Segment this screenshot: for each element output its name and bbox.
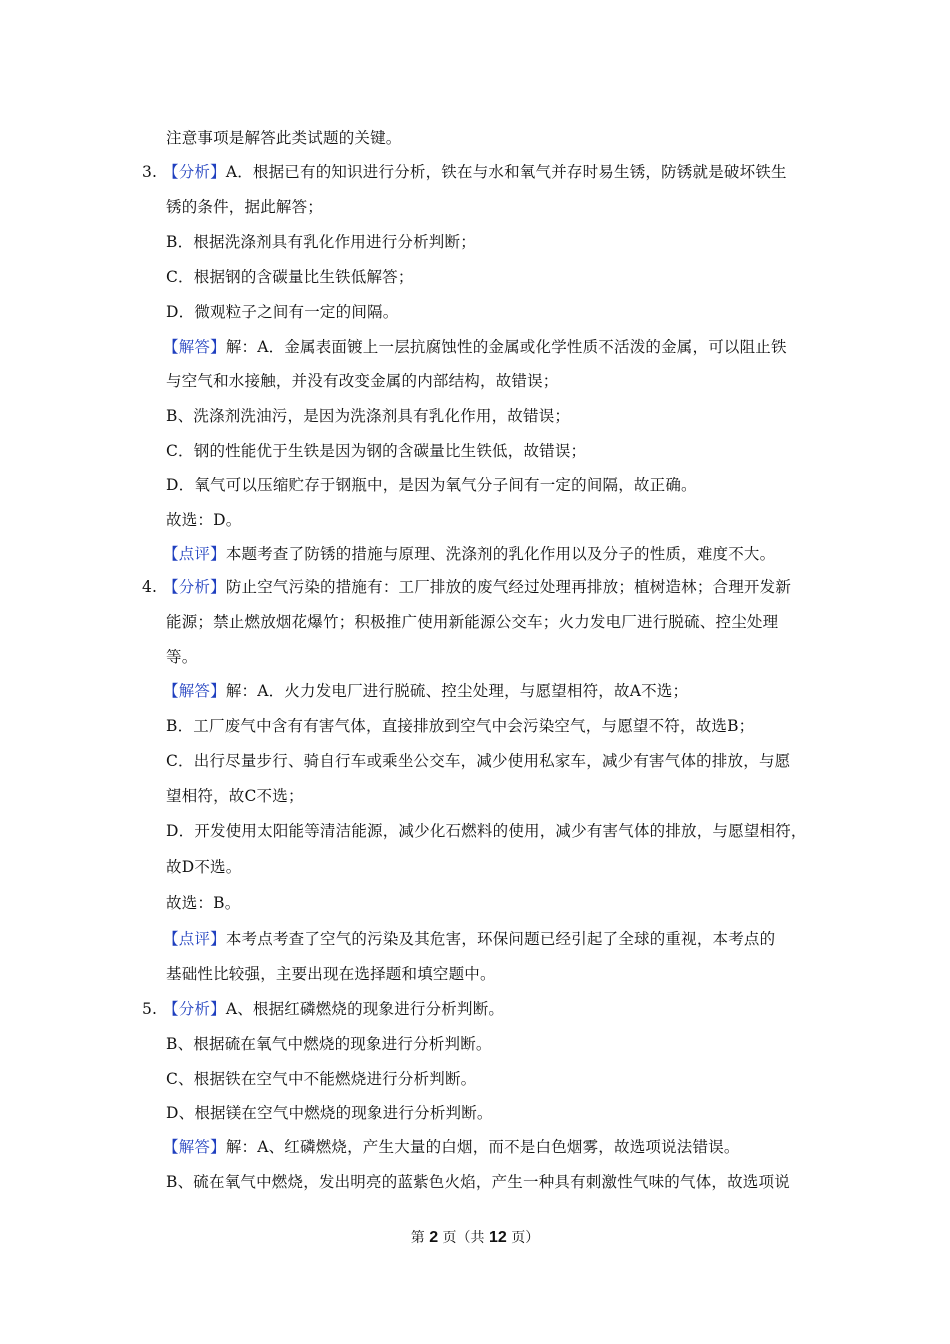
page-number: 2 bbox=[429, 1229, 439, 1246]
text-line bbox=[166, 474, 697, 496]
text-line bbox=[166, 820, 807, 842]
footer-suffix: 页） bbox=[506, 1230, 540, 1246]
line-text: B、根据硫在氧气中燃烧的现象进行分析判断。 bbox=[166, 1035, 492, 1053]
text-line bbox=[166, 1102, 493, 1124]
text-line bbox=[166, 301, 398, 323]
line-text: A．根据已有的知识进行分析，铁在与水和氧气并存时易生锈，防锈就是破坏铁生 bbox=[225, 163, 787, 181]
line-text: D．开发使用太阳能等清洁能源，减少化石燃料的使用，减少有害气体的排放，与愿望相符， bbox=[166, 822, 807, 840]
question-number: 4. bbox=[142, 578, 158, 596]
section-tag: 【解答】 bbox=[163, 1138, 226, 1156]
line-text: 基础性比较强，主要出现在选择题和填空题中。 bbox=[166, 965, 496, 983]
section-tag: 【点评】 bbox=[163, 930, 226, 948]
section-tag: 【分析】 bbox=[163, 163, 226, 181]
section-tag: 【分析】 bbox=[163, 578, 226, 596]
text-line bbox=[166, 750, 790, 772]
text-line bbox=[163, 998, 504, 1020]
line-text: 与空气和水接触，并没有改变金属的内部结构，故错误； bbox=[166, 372, 559, 390]
text-line bbox=[166, 892, 240, 914]
line-text: 故选：D。 bbox=[166, 511, 242, 529]
line-text: C、根据铁在空气中不能燃烧进行分析判断。 bbox=[166, 1070, 477, 1088]
line-text: 能源；禁止燃放烟花爆竹；积极推广使用新能源公交车；火力发电厂进行脱硫、控尘处理 bbox=[166, 613, 779, 631]
line-text: D．微观粒子之间有一定的间隔。 bbox=[166, 303, 399, 321]
question-number: 3. bbox=[142, 163, 158, 181]
text-line bbox=[163, 336, 787, 358]
line-text: B、硫在氧气中燃烧，发出明亮的蓝紫色火焰，产生一种具有刺激性气味的气体，故选项说 bbox=[166, 1173, 790, 1191]
text-line bbox=[166, 1171, 790, 1193]
line-text: 防止空气污染的措施有：工厂排放的废气经过处理再排放；植树造林；合理开发新 bbox=[225, 578, 792, 596]
line-text: B、洗涤剂洗油污，是因为洗涤剂具有乳化作用，故错误； bbox=[166, 407, 571, 425]
text-line bbox=[166, 127, 402, 149]
line-text: 故D不选。 bbox=[166, 858, 242, 876]
text-line bbox=[166, 1068, 476, 1090]
line-text: 故选：B。 bbox=[166, 894, 241, 912]
line-text: 等。 bbox=[166, 648, 198, 666]
text-line bbox=[163, 576, 791, 598]
line-text: 望相符，故C不选； bbox=[166, 787, 304, 805]
line-text: 解：A、红磷燃烧，产生大量的白烟，而不是白色烟雾，故选项说法错误。 bbox=[225, 1138, 740, 1156]
section-tag: 【点评】 bbox=[163, 545, 226, 563]
line-text: 本题考查了防锈的措施与原理、洗涤剂的乳化作用以及分子的性质，难度不大。 bbox=[225, 545, 776, 563]
text-line bbox=[166, 856, 241, 878]
line-text: C．钢的性能优于生铁是因为钢的含碳量比生铁低，故错误； bbox=[166, 442, 587, 460]
text-line bbox=[163, 928, 775, 950]
line-text: A、根据红磷燃烧的现象进行分析判断。 bbox=[225, 1000, 505, 1018]
footer-prefix: 第 bbox=[410, 1230, 430, 1246]
text-line bbox=[166, 370, 559, 392]
line-text: B．工厂废气中含有有害气体，直接排放到空气中会污染空气，与愿望不符，故选B； bbox=[166, 717, 755, 735]
text-line bbox=[163, 543, 775, 565]
text-line bbox=[163, 1136, 740, 1158]
text-line bbox=[166, 231, 476, 253]
page-footer bbox=[0, 1228, 950, 1248]
line-text: 锈的条件，据此解答； bbox=[166, 198, 324, 216]
line-text: C．根据钢的含碳量比生铁低解答； bbox=[166, 268, 414, 286]
text-line bbox=[166, 196, 323, 218]
line-text: D、根据镁在空气中燃烧的现象进行分析判断。 bbox=[166, 1104, 493, 1122]
text-line bbox=[166, 646, 197, 668]
text-line bbox=[163, 161, 787, 183]
section-tag: 【解答】 bbox=[163, 682, 226, 700]
section-tag: 【分析】 bbox=[163, 1000, 226, 1018]
line-text: C．出行尽量步行、骑自行车或乘坐公交车，减少使用私家车，减少有害气体的排放，与愿 bbox=[166, 752, 791, 770]
text-line bbox=[166, 266, 414, 288]
line-text: 解：A．金属表面镀上一层抗腐蚀性的金属或化学性质不活泼的金属，可以阻止铁 bbox=[225, 338, 787, 356]
line-text: D．氧气可以压缩贮存于钢瓶中，是因为氧气分子间有一定的间隔，故正确。 bbox=[166, 476, 697, 494]
text-line bbox=[163, 680, 688, 702]
text-line bbox=[166, 963, 496, 985]
line-text: 解：A．火力发电厂进行脱硫、控尘处理，与愿望相符，故A不选； bbox=[225, 682, 689, 700]
footer-middle: 页（共 bbox=[438, 1230, 489, 1246]
text-line bbox=[166, 509, 241, 531]
line-text: B．根据洗涤剂具有乳化作用进行分析判断； bbox=[166, 233, 476, 251]
text-line bbox=[166, 440, 586, 462]
line-text: 注意事项是解答此类试题的关键。 bbox=[166, 129, 402, 147]
text-line bbox=[166, 785, 304, 807]
text-line bbox=[166, 611, 778, 633]
text-line bbox=[166, 405, 570, 427]
total-pages: 12 bbox=[489, 1229, 507, 1246]
question-number: 5. bbox=[142, 1000, 158, 1018]
section-tag: 【解答】 bbox=[163, 338, 226, 356]
text-line bbox=[166, 1033, 492, 1055]
line-text: 本考点考查了空气的污染及其危害，环保问题已经引起了全球的重视，本考点的 bbox=[225, 930, 776, 948]
text-line bbox=[166, 715, 754, 737]
